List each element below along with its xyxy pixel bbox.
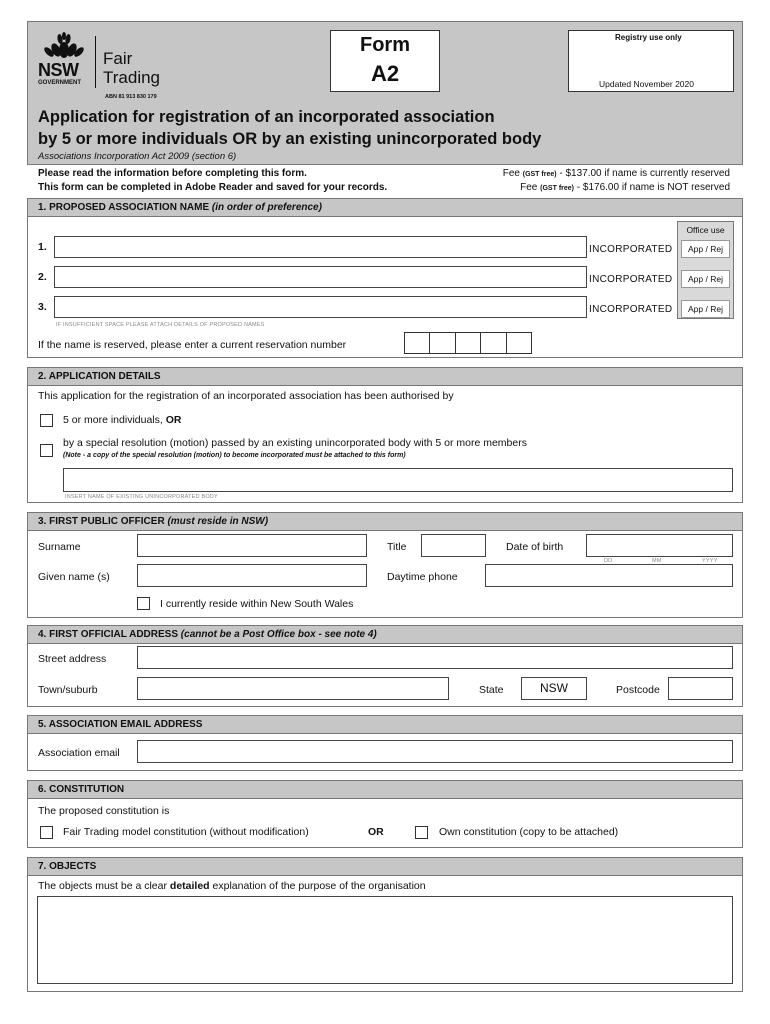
reservation-label: If the name is reserved, please enter a current reservation number: [38, 339, 347, 351]
form-code: A2: [370, 61, 400, 86]
state-field: [521, 677, 587, 700]
association-email-input[interactable]: [137, 740, 733, 763]
town-suburb-label: Town/suburb: [38, 684, 98, 696]
five-individuals-text: 5 or more individuals,: [63, 414, 163, 426]
fee1-text: - $137.00 if name is currently reserved: [559, 168, 730, 179]
reside-nsw-checkbox[interactable]: [137, 597, 150, 610]
registry-use-label: Registry use only: [615, 33, 682, 42]
constitution-intro: The proposed constitution is: [38, 805, 170, 817]
office-app-rej-2: App / Rej: [681, 270, 730, 288]
reservation-digit-cell[interactable]: [430, 333, 455, 353]
unincorporated-body-name-input[interactable]: [63, 468, 733, 492]
section-1-heading: [28, 199, 742, 217]
incorporated-suffix-2: INCORPORATED: [589, 274, 673, 285]
insert-name-note: INSERT NAME OF EXISTING UNINCORPORATED BODY: [65, 494, 218, 500]
objects-intro: [38, 880, 426, 892]
registry-use-box: [568, 30, 734, 92]
page-title-line-1: Application for registration of an incorporated association: [38, 108, 495, 126]
five-individuals-checkbox[interactable]: [40, 414, 53, 427]
reservation-digit-cell[interactable]: [456, 333, 481, 353]
office-app-rej-1: App / Rej: [681, 240, 730, 258]
own-constitution-label: Own constitution (copy to be attached): [439, 826, 619, 838]
insufficient-space-note: IF INSUFFICIENT SPACE PLEASE ATTACH DETAILS OF PROPOSED NAMES: [56, 322, 265, 328]
form-number-box: [330, 30, 440, 92]
updated-date: Updated November 2020: [599, 79, 694, 89]
section-1-heading-note: (in order of preference): [211, 202, 322, 213]
association-email-label: Association email: [38, 747, 120, 759]
objects-intro-c: explanation of the purpose of the organisation: [212, 880, 426, 892]
logo-fair-text: Fair: [103, 49, 133, 68]
proposed-name-1-input[interactable]: [54, 236, 587, 258]
given-names-input[interactable]: [137, 564, 367, 587]
street-address-input[interactable]: [137, 646, 733, 669]
logo-nsw-text: NSW: [38, 60, 79, 80]
title-input[interactable]: [421, 534, 486, 557]
section-6-heading: 6. CONSTITUTION: [28, 781, 742, 799]
logo-government-text: GOVERNMENT: [38, 80, 82, 86]
name-3-number: 3.: [38, 301, 47, 313]
title-label: Title: [387, 541, 407, 553]
section-2-heading: 2. APPLICATION DETAILS: [28, 368, 742, 386]
fee1-gst: (GST free): [522, 171, 557, 178]
dob-yyyy: YYYY: [702, 558, 718, 564]
dob-label: Date of birth: [506, 541, 564, 553]
or-text: OR: [165, 414, 182, 426]
special-resolution-note: (Note - a copy of the special resolution (motion) to become incorporated must be attached to this form): [63, 452, 406, 459]
reservation-digit-cell[interactable]: [481, 333, 506, 353]
reside-nsw-label: I currently reside within New South Wales: [160, 598, 354, 610]
act-reference: Associations Incorporation Act 2009 (section 6): [38, 151, 237, 162]
reservation-digit-cell[interactable]: [507, 333, 531, 353]
fee2-gst: (GST free): [540, 185, 574, 192]
objects-intro-a: The objects must be a clear: [38, 880, 167, 892]
constitution-or: OR: [368, 826, 384, 838]
given-names-label: Given name (s): [38, 571, 110, 583]
incorporated-suffix-3: INCORPORATED: [589, 304, 673, 315]
dob-mm: MM: [652, 558, 662, 564]
nsw-waratah-logo-icon: [40, 32, 88, 60]
town-suburb-input[interactable]: [137, 677, 449, 700]
objects-textarea[interactable]: [37, 896, 733, 984]
section-3-heading: [28, 513, 742, 531]
daytime-phone-label: Daytime phone: [387, 571, 458, 583]
section-3-heading-text: 3. FIRST PUBLIC OFFICER: [38, 516, 165, 527]
five-individuals-label: [63, 414, 181, 426]
street-address-label: Street address: [38, 653, 107, 665]
special-resolution-label: by a special resolution (motion) passed by an existing unincorporated body with 5 or more members: [63, 437, 527, 449]
surname-input[interactable]: [137, 534, 367, 557]
state-label: State: [479, 684, 504, 696]
proposed-name-3-input[interactable]: [54, 296, 587, 318]
name-1-number: 1.: [38, 241, 47, 253]
section-1-heading-text: 1. PROPOSED ASSOCIATION NAME: [38, 202, 210, 213]
office-app-rej-3: App / Rej: [681, 300, 730, 318]
office-use-label: Office use: [686, 225, 725, 235]
fee1-prefix: Fee: [502, 168, 520, 179]
objects-intro-b: detailed: [169, 880, 210, 892]
postcode-input[interactable]: [668, 677, 733, 700]
abn-text: ABN 81 913 830 179: [105, 94, 157, 100]
daytime-phone-input[interactable]: [485, 564, 733, 587]
incorporated-suffix-1: INCORPORATED: [589, 244, 673, 255]
office-use-panel: [677, 221, 734, 319]
date-of-birth-input[interactable]: [586, 534, 733, 557]
fee-not-reserved: [520, 182, 730, 193]
section-5-heading: 5. ASSOCIATION EMAIL ADDRESS: [28, 716, 742, 734]
reservation-number-input[interactable]: [404, 332, 532, 354]
special-resolution-checkbox[interactable]: [40, 444, 53, 457]
dob-dd: DD: [604, 558, 613, 564]
own-constitution-checkbox[interactable]: [415, 826, 428, 839]
logo-trading-text: Trading: [103, 68, 161, 87]
section-4-heading-note: (cannot be a Post Office box - see note 4): [180, 629, 377, 640]
adobe-text: This form can be completed in Adobe Reader and saved for your records.: [38, 182, 388, 193]
page-title-line-2: by 5 or more individuals OR by an existing unincorporated body: [38, 130, 542, 148]
section-7-heading: 7. OBJECTS: [28, 858, 742, 876]
section-3-heading-note: (must reside in NSW): [167, 516, 269, 527]
name-2-number: 2.: [38, 271, 47, 283]
read-info-text: Please read the information before completing this form.: [38, 168, 307, 179]
state-value: NSW: [540, 681, 568, 695]
fee2-prefix: Fee: [520, 182, 538, 193]
authorised-by-text: This application for the registration of an incorporated association has been authorised by: [38, 390, 454, 402]
surname-label: Surname: [38, 541, 81, 553]
form-word: Form: [360, 34, 410, 56]
section-4-heading-text: 4. FIRST OFFICIAL ADDRESS: [38, 629, 179, 640]
model-constitution-label: Fair Trading model constitution (without modification): [63, 826, 309, 838]
section-4-heading: [28, 626, 742, 644]
model-constitution-checkbox[interactable]: [40, 826, 53, 839]
logo-divider: [95, 36, 96, 88]
reservation-digit-cell[interactable]: [405, 333, 430, 353]
fee-reserved: [503, 168, 730, 179]
fee2-text: - $176.00 if name is NOT reserved: [576, 182, 730, 193]
proposed-name-2-input[interactable]: [54, 266, 587, 288]
postcode-label: Postcode: [616, 684, 660, 696]
